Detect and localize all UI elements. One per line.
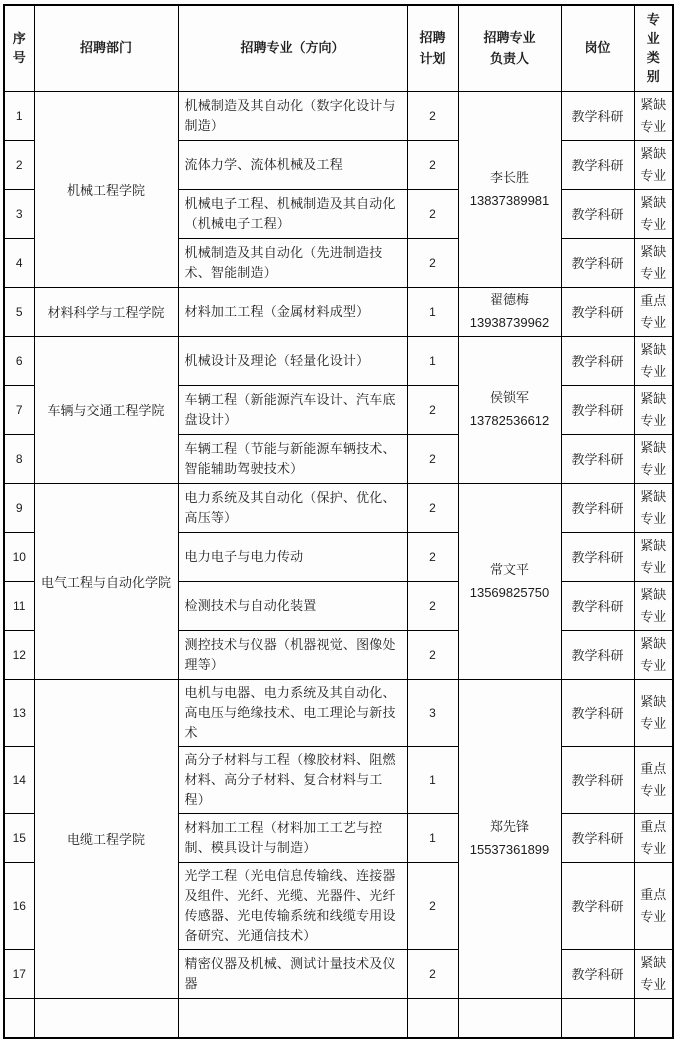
post-cell: 教学科研 (561, 91, 634, 140)
table-row (4, 91, 673, 140)
plan-cell (407, 998, 458, 1038)
category-cell: 紧缺专业 (634, 91, 673, 140)
post-cell: 教学科研 (561, 813, 634, 862)
dept-cell: 电缆工程学院 (34, 679, 178, 998)
major-cell: 检测技术与自动化装置 (178, 581, 407, 630)
category-cell: 紧缺专业 (634, 483, 673, 532)
major-cell: 电力系统及其自动化（保护、优化、高压等） (178, 483, 407, 532)
category-cell (634, 998, 673, 1038)
table-header-row (4, 5, 673, 91)
plan-cell: 1 (407, 746, 458, 813)
contact-phone: 13569825750 (469, 584, 550, 600)
header-category: 专业类别 (634, 5, 673, 91)
row-no: 14 (4, 746, 34, 813)
post-cell (561, 998, 634, 1038)
plan-cell: 2 (407, 91, 458, 140)
category-cell: 紧缺专业 (634, 679, 673, 746)
row-no: 12 (4, 630, 34, 679)
category-cell: 紧缺专业 (634, 949, 673, 998)
major-cell: 流体力学、流体机械及工程 (178, 140, 407, 189)
category-cell: 紧缺专业 (634, 238, 673, 287)
major-cell: 材料加工工程（材料加工工艺与控制、模具设计与制造） (178, 813, 407, 862)
major-cell: 电机与电器、电力系统及其自动化、高电压与绝缘技术、电工理论与新技术 (178, 679, 407, 746)
contact-name: 翟德梅 (489, 292, 529, 307)
post-cell: 教学科研 (561, 189, 634, 238)
post-cell: 教学科研 (561, 287, 634, 336)
plan-cell: 2 (407, 862, 458, 949)
post-cell: 教学科研 (561, 746, 634, 813)
row-no: 6 (4, 336, 34, 385)
contact-phone: 13782536612 (469, 413, 550, 428)
row-no: 2 (4, 140, 34, 189)
row-no: 7 (4, 385, 34, 434)
post-cell: 教学科研 (561, 336, 634, 385)
major-cell: 机械电子工程、机械制造及其自动化（机械电子工程） (178, 189, 407, 238)
contact-name: 常文平 (489, 561, 529, 577)
contact-phone: 13837389981 (469, 192, 550, 208)
major-cell: 高分子材料与工程（橡胶材料、阻燃材料、高分子材料、复合材料与工程） (178, 746, 407, 813)
row-no: 1 (4, 91, 34, 140)
category-cell: 重点专业 (634, 287, 673, 336)
header-plan: 招聘计划 (407, 5, 458, 91)
contact-name: 李长胜 (489, 169, 529, 185)
major-cell: 精密仪器及机械、测试计量技术及仪器 (178, 949, 407, 998)
contact-name: 侯锁军 (489, 390, 529, 405)
major-cell: 光学工程（光电信息传输线、连接器及组件、光纤、光缆、光器件、光纤传感器、光电传输系统和线缆专用设备研究、光通信技术） (178, 862, 407, 949)
table-row (4, 287, 673, 336)
contact-phone: 13938739962 (469, 315, 550, 330)
dept-cell: 车辆与交通工程学院 (34, 336, 178, 483)
post-cell: 教学科研 (561, 483, 634, 532)
plan-cell: 2 (407, 189, 458, 238)
category-cell: 紧缺专业 (634, 189, 673, 238)
row-no: 9 (4, 483, 34, 532)
category-cell: 紧缺专业 (634, 140, 673, 189)
contact-cell (458, 679, 561, 998)
major-cell: 机械制造及其自动化（数字化设计与制造） (178, 91, 407, 140)
plan-cell: 2 (407, 949, 458, 998)
row-no: 17 (4, 949, 34, 998)
plan-cell: 1 (407, 336, 458, 385)
row-no: 11 (4, 581, 34, 630)
plan-cell: 2 (407, 434, 458, 483)
post-cell: 教学科研 (561, 140, 634, 189)
row-no: 15 (4, 813, 34, 862)
major-cell: 机械设计及理论（轻量化设计） (178, 336, 407, 385)
category-cell: 紧缺专业 (634, 630, 673, 679)
contact-cell (458, 483, 561, 679)
contact-name: 郑先锋 (489, 819, 529, 834)
plan-cell: 2 (407, 630, 458, 679)
post-cell: 教学科研 (561, 862, 634, 949)
plan-cell: 2 (407, 238, 458, 287)
category-cell: 重点专业 (634, 862, 673, 949)
document-page (0, 4, 675, 992)
post-cell: 教学科研 (561, 532, 634, 581)
header-contact: 招聘专业负责人 (458, 5, 561, 91)
table-row (4, 336, 673, 385)
row-no: 5 (4, 287, 34, 336)
header-post: 岗位 (561, 5, 634, 91)
category-cell: 重点专业 (634, 746, 673, 813)
row-no: 8 (4, 434, 34, 483)
row-no: 13 (4, 679, 34, 746)
dept-cell: 机械工程学院 (34, 91, 178, 287)
table-row-partial (4, 998, 673, 1038)
contact-cell (458, 287, 561, 336)
major-cell: 车辆工程（新能源汽车设计、汽车底盘设计） (178, 385, 407, 434)
post-cell: 教学科研 (561, 385, 634, 434)
plan-cell: 2 (407, 483, 458, 532)
table-row (4, 483, 673, 532)
recruitment-table (3, 4, 674, 1039)
dept-cell: 电气工程与自动化学院 (34, 483, 178, 679)
plan-cell: 2 (407, 581, 458, 630)
post-cell: 教学科研 (561, 434, 634, 483)
dept-cell: 材料科学与工程学院 (34, 287, 178, 336)
post-cell: 教学科研 (561, 949, 634, 998)
plan-cell: 2 (407, 532, 458, 581)
table-row (4, 679, 673, 746)
row-no: 16 (4, 862, 34, 949)
plan-cell: 2 (407, 140, 458, 189)
major-cell: 测控技术与仪器（机器视觉、图像处理等） (178, 630, 407, 679)
major-cell: 材料加工工程（金属材料成型） (178, 287, 407, 336)
contact-phone: 15537361899 (469, 842, 550, 857)
row-no: 4 (4, 238, 34, 287)
contact-cell (458, 998, 561, 1038)
dept-cell (34, 998, 178, 1038)
plan-cell: 3 (407, 679, 458, 746)
major-cell (178, 998, 407, 1038)
row-no: 3 (4, 189, 34, 238)
post-cell: 教学科研 (561, 581, 634, 630)
header-major: 招聘专业（方向） (178, 5, 407, 91)
category-cell: 重点专业 (634, 813, 673, 862)
post-cell: 教学科研 (561, 679, 634, 746)
plan-cell: 1 (407, 287, 458, 336)
category-cell: 紧缺专业 (634, 434, 673, 483)
major-cell: 机械制造及其自动化（先进制造技术、智能制造） (178, 238, 407, 287)
category-cell: 紧缺专业 (634, 336, 673, 385)
plan-cell: 1 (407, 813, 458, 862)
row-no: 10 (4, 532, 34, 581)
category-cell: 紧缺专业 (634, 385, 673, 434)
major-cell: 电力电子与电力传动 (178, 532, 407, 581)
contact-cell (458, 336, 561, 483)
plan-cell: 2 (407, 385, 458, 434)
category-cell: 紧缺专业 (634, 581, 673, 630)
contact-cell (458, 91, 561, 287)
row-no (4, 998, 34, 1038)
major-cell: 车辆工程（节能与新能源车辆技术、智能辅助驾驶技术） (178, 434, 407, 483)
header-dept: 招聘部门 (34, 5, 178, 91)
category-cell: 紧缺专业 (634, 532, 673, 581)
post-cell: 教学科研 (561, 238, 634, 287)
post-cell: 教学科研 (561, 630, 634, 679)
header-no: 序号 (4, 5, 34, 91)
